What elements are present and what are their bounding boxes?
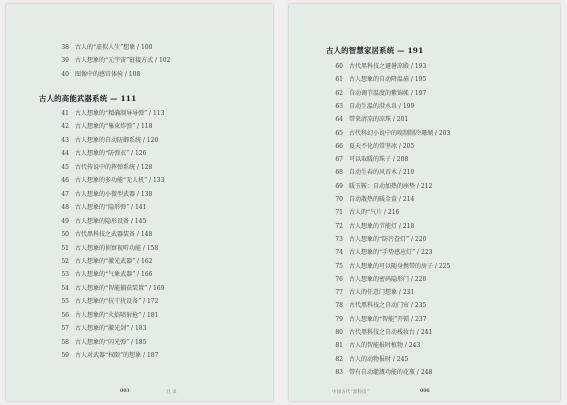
toc-entry-title: 古人的任意门想象 / 231 [349,289,415,297]
toc-entry-number: 66 [335,142,343,150]
toc-entry-number: 41 [61,110,69,117]
toc-entry-title: 古人想象的“防污眷灯” / 220 [349,235,427,243]
toc-entry-title: 古代科幻小说中的嗅制制冷珊瑚 / 203 [349,129,451,137]
toc-entry-title: 古人的“虚拟人生”想象 / 100 [75,44,153,51]
toc-entry-number: 67 [335,156,343,164]
toc-entry-title: 古代黑科技之武器装备 / 148 [75,231,153,239]
toc-entry-title: 古人想象的“智能”开锁 / 237 [349,315,427,323]
toc-entry [329,354,408,365]
toc-entry-title: 图像中的感官体验 / 108 [75,70,141,78]
toc-entry [55,121,152,132]
toc-entry-number: 76 [335,275,343,283]
toc-entry [329,300,426,311]
toc-entry [55,148,146,159]
toc-entry-number: 70 [335,196,343,203]
toc-entry [55,256,152,267]
toc-entry [55,162,152,173]
toc-entry [329,234,426,245]
toc-entry-title: 古人的“气片 / 216 [349,209,400,217]
toc-entry-title: 自动调节温度的紫锦帐 / 197 [349,89,427,97]
toc-entry [329,274,426,285]
toc-entry-title: 自动生温的澄水帛 / 199 [349,102,415,110]
toc-entry-number: 52 [61,257,69,265]
toc-entry [329,287,414,298]
toc-entry-title: 古代黑科技之自动门帘 / 235 [349,302,427,310]
toc-entry-title: 带来清凉的凉珠 / 201 [349,116,409,124]
toc-entry-number: 82 [335,355,343,363]
toc-entry [55,310,158,321]
left-footer-label: 目 录 [166,390,177,395]
toc-entry [55,269,152,280]
toc-entry-title: 古人想象的小微型武器 / 138 [75,190,153,198]
right-footer-page-number: 006 [420,389,430,394]
toc-entry-title: 古人想象的多功能“无人机” / 133 [75,177,165,185]
left-section-title: 古人的高能武器系统 — 111 [39,94,137,103]
toc-entry-number: 65 [335,129,343,137]
toc-entry [329,221,414,232]
toc-entry-number: 47 [61,190,69,198]
toc-entry-title: 带有自动灌溉功能的花瓶 / 248 [349,368,433,376]
toc-entry-number: 44 [61,150,69,158]
toc-entry-number: 49 [61,217,69,225]
toc-entry-number: 55 [61,298,69,306]
right-footer-label: 中国古代“黑科技” [332,390,369,395]
toc-entry-title: 古人的智能报时植物 / 243 [349,342,421,350]
toc-entry-number: 57 [61,325,69,333]
toc-entry-number: 54 [61,284,69,292]
toc-entry-number: 77 [335,289,343,297]
toc-entry [55,296,158,307]
toc-entry-title: 古人想象的“激光武器” / 162 [75,257,153,265]
toc-entry-number: 72 [335,222,343,230]
toc-entry [55,323,146,334]
toc-entry [55,283,164,294]
toc-entry-title: 古人想象的自动降温扇 / 195 [349,76,427,84]
toc-entry [329,128,450,139]
toc-entry-number: 43 [61,136,69,144]
toc-entry-title: 古人想象的隐形设备 / 145 [75,217,147,225]
toc-entry [55,216,146,227]
toc-entry [55,337,146,348]
toc-entry-number: 73 [335,235,343,243]
toc-entry-title: 古代黑科技之自动栈妆台 / 241 [349,329,433,336]
toc-entry-title: 古人想象的“闪光弹” / 185 [75,338,147,346]
toc-entry [55,350,158,361]
toc-entry [329,181,432,192]
toc-entry-number: 46 [61,177,69,185]
toc-entry-title: 古人想象的可以随身携带的房子 / 225 [349,262,451,270]
toc-entry [55,189,152,200]
toc-entry-title: 古人想象的“气象武器” / 166 [75,271,153,279]
toc-entry-title: 古人想象的“智能捕获装置” / 169 [75,284,165,292]
toc-entry [329,114,408,125]
toc-entry-title: 古人想象的“隐形弹” / 141 [75,204,147,212]
toc-entry [329,141,414,152]
toc-entry-number: 51 [61,244,69,252]
toc-entry [329,88,426,99]
toc-entry-title: 古人想象的“激光剑” / 183 [75,325,147,333]
toc-entry-number: 59 [61,352,69,360]
toc-entry-title: 自动生春的风首木 / 210 [349,169,415,177]
toc-entry-title: 古代黑科技之避暑凉殿 / 193 [349,63,427,70]
left-footer-page-number: 003 [120,389,130,394]
toc-entry [55,243,158,254]
toc-entry-number: 80 [335,329,343,336]
toc-entry-title: 古人想象的侦察视听功能 / 158 [75,244,159,252]
toc-entry-number: 69 [335,182,343,190]
toc-entry [329,101,414,112]
toc-entry-title: 古人想象的密码隐形门 / 228 [349,275,427,283]
toc-entry-number: 48 [61,204,69,212]
toc-entry-number: 78 [335,302,343,310]
toc-entry-number: 63 [335,102,343,110]
toc-entry [329,247,432,258]
toc-entry [55,202,146,213]
toc-entry-title: 古人想象的“防弹衣” / 126 [75,150,147,158]
toc-entry-number: 75 [335,262,343,270]
toc-entry-number: 39 [61,57,69,65]
toc-entry-title: 可以取暖的珠子 / 208 [349,156,409,164]
toc-entry [55,135,158,146]
toc-entry [329,167,414,178]
toc-entry-title: 古人想象的“集束炸弹” / 118 [75,123,153,131]
toc-entry-number: 71 [335,209,343,217]
toc-entry [329,367,432,378]
toc-entry-number: 81 [335,342,343,350]
toc-entry-title: 自动散热的暖金盒 / 214 [349,196,415,203]
toc-entry-title: 古人想象的节能灯 / 218 [349,222,415,230]
toc-entry-title: 古人想象的“火焰喷射枪” / 181 [75,311,159,319]
toc-entry-number: 38 [61,44,69,51]
toc-entry-number: 56 [61,311,69,319]
toc-entry [329,194,414,205]
toc-entry-title: 古人想象的“抗干扰设备” / 172 [75,298,159,306]
toc-entry-number: 61 [335,76,343,84]
toc-entry [55,108,164,119]
toc-entry-number: 79 [335,315,343,323]
toc-entry [329,154,408,165]
toc-entry [55,175,164,186]
toc-entry-number: 45 [61,163,69,171]
toc-entry-number: 68 [335,169,343,177]
toc-entry-title: 古人对武器“权限”的想象 / 187 [75,352,159,360]
toc-entry [55,229,152,240]
toc-entry [55,42,152,53]
toc-entry-title: 古代传说中的挥弹系统 / 128 [75,163,153,171]
toc-entry [329,207,399,218]
toc-entry-number: 40 [61,70,69,78]
toc-entry-title: 古人的动物报时 / 245 [349,355,409,363]
left-page [6,4,273,401]
toc-entry [329,327,432,338]
right-section-title: 古人的智慧家居系统 — 191 [326,46,424,55]
toc-entry-number: 74 [335,249,343,257]
toc-entry-number: 50 [61,231,69,239]
toc-entry-number: 53 [61,271,69,279]
toc-entry-title: 古人想象的“精确制导导弹” / 113 [75,110,165,117]
toc-entry [55,55,170,66]
toc-entry-number: 60 [335,63,343,70]
toc-entry-number: 83 [335,368,343,376]
toc-entry-title: 暖玉鞍：自动加热的座垫 / 212 [349,182,433,190]
toc-entry-number: 42 [61,123,69,131]
right-page [289,4,560,401]
toc-entry [329,340,420,351]
toc-entry-number: 64 [335,116,343,124]
toc-entry [329,261,450,272]
toc-entry [329,314,426,325]
toc-entry [329,74,426,85]
toc-entry [55,69,140,80]
toc-entry-title: 夏天不化的常坚冰 / 205 [349,142,415,150]
toc-entry-number: 58 [61,338,69,346]
toc-entry-title: 古人想象的“手势感应灯” / 223 [349,249,433,257]
toc-entry-title: 古人想象的自动防御系统 / 120 [75,136,159,144]
toc-entry [329,61,426,72]
toc-entry-title: 古人想象的“元宇宙”链接方式 / 102 [75,57,171,65]
toc-entry-number: 62 [335,89,343,97]
